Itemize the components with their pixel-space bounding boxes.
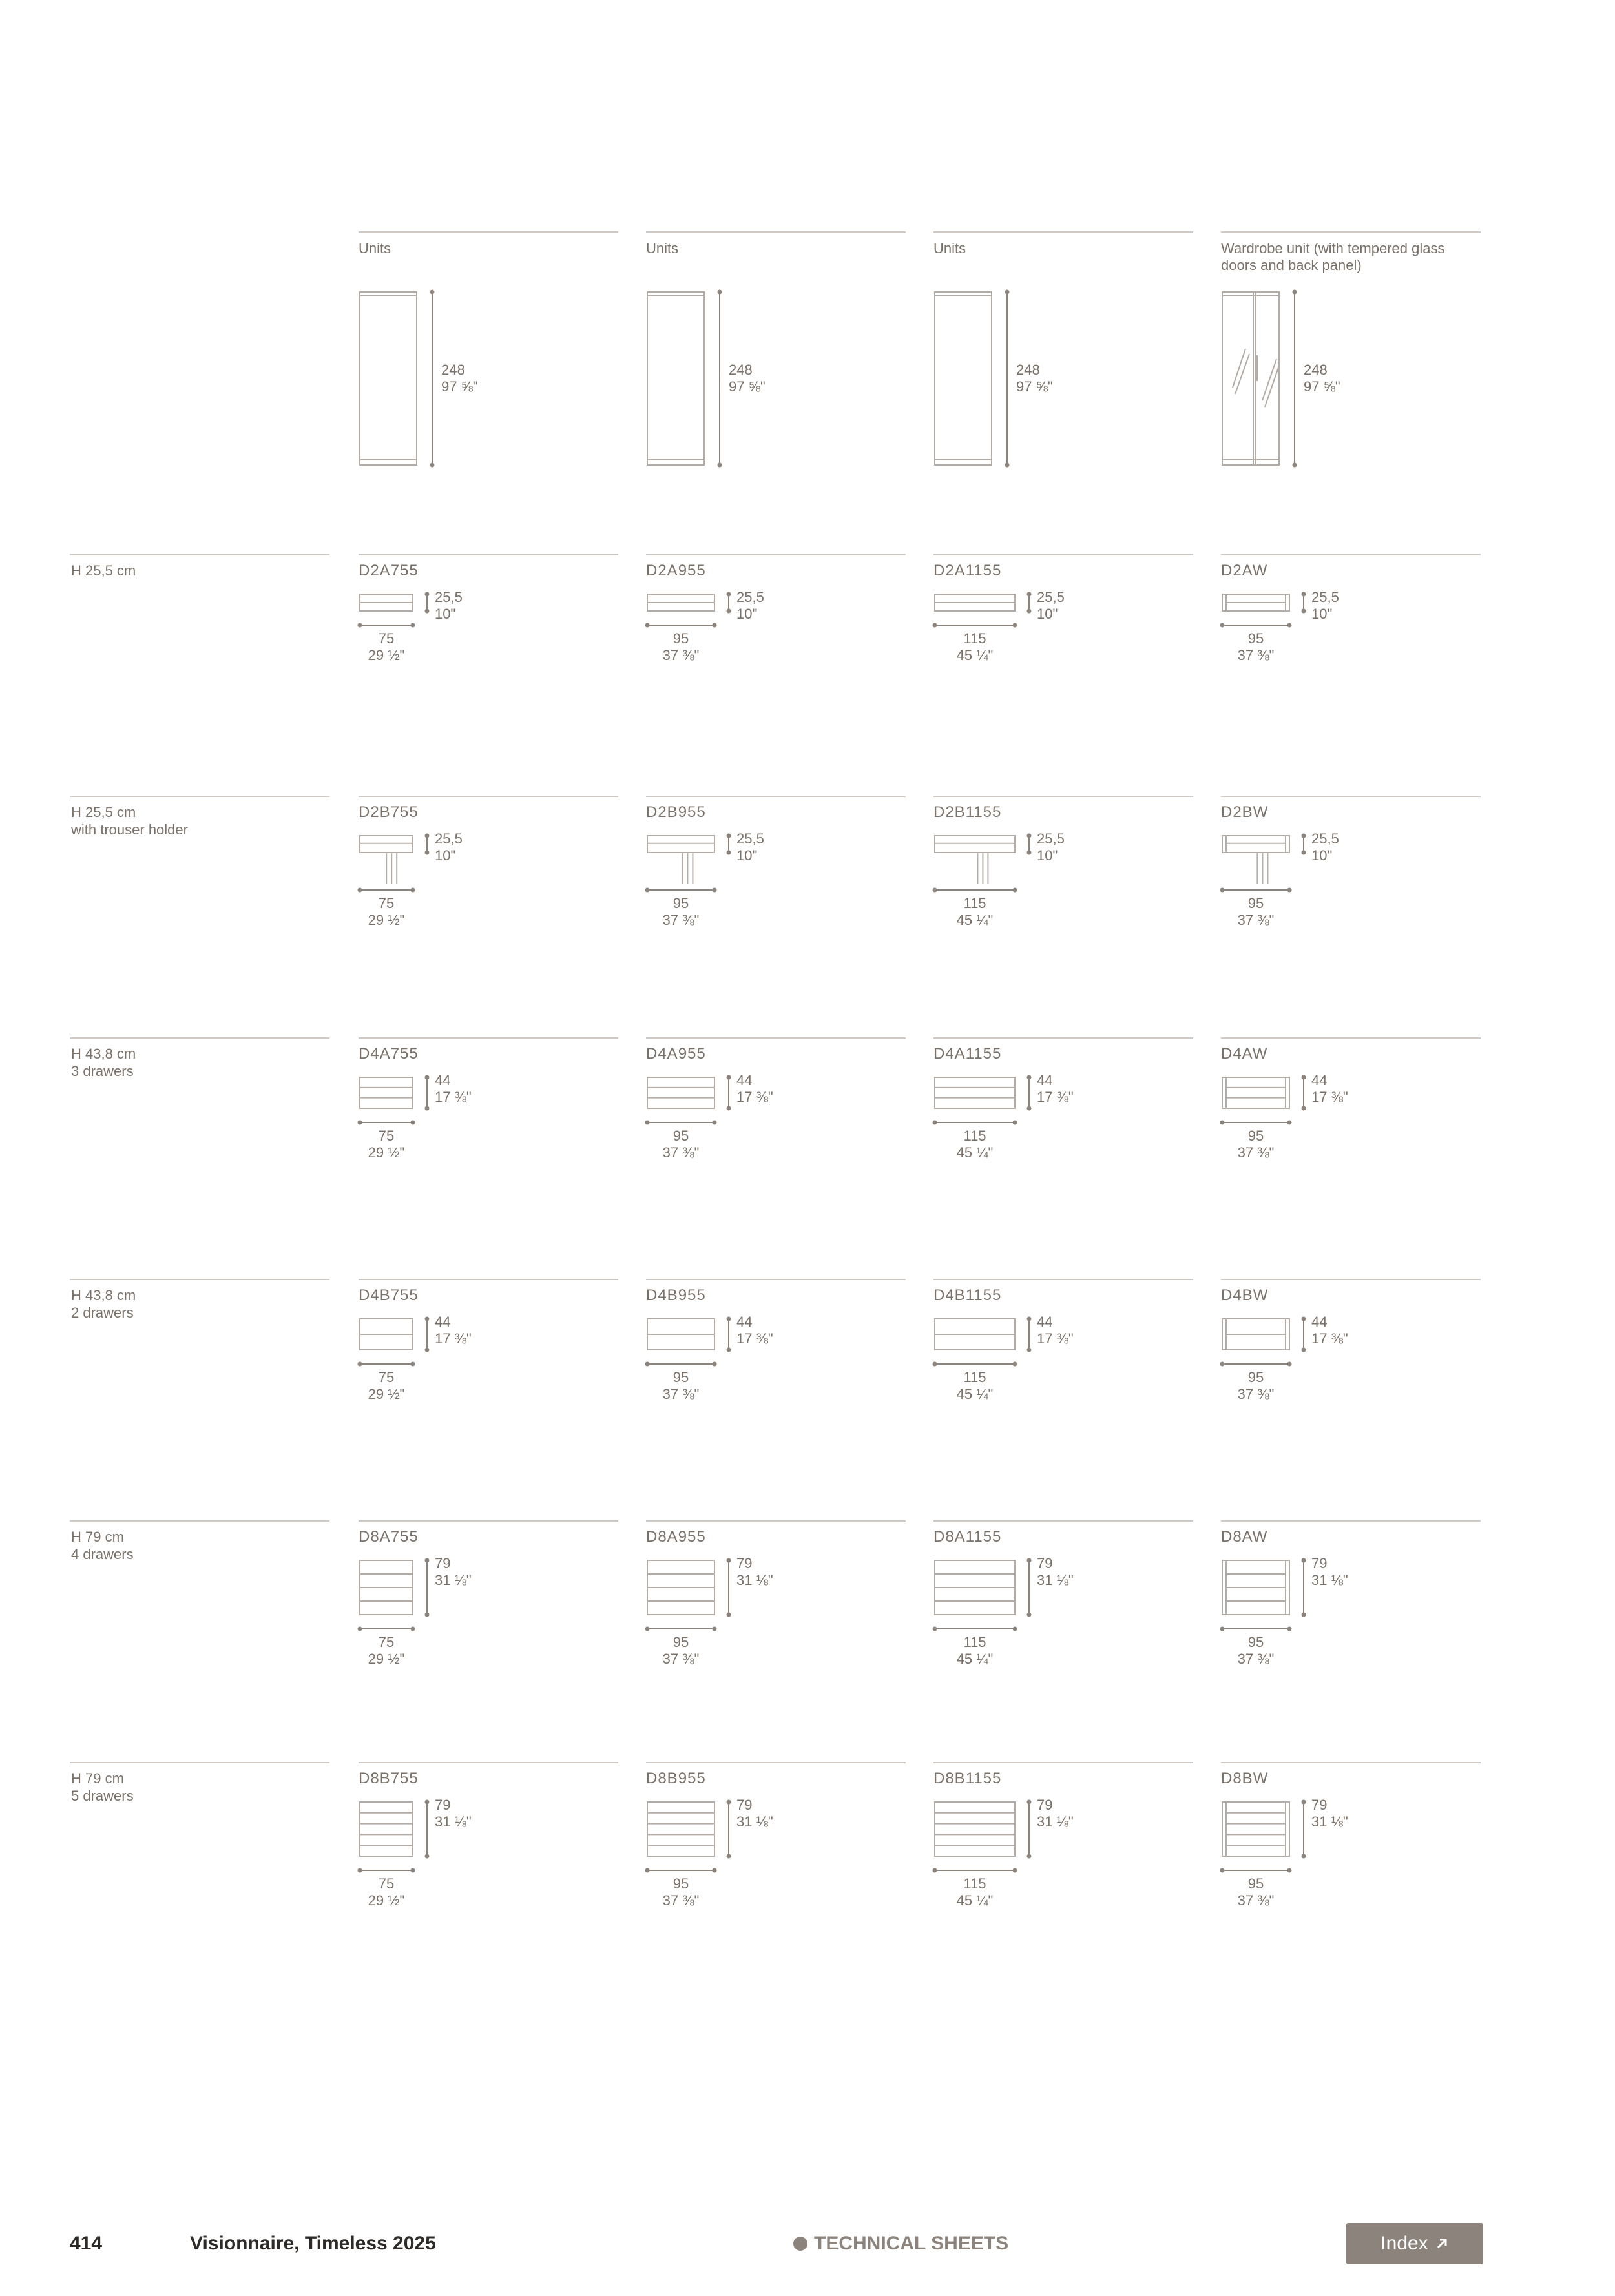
height-dimension-end-bottom — [425, 1106, 430, 1111]
item-width-cm: 95 — [672, 1876, 689, 1892]
bullet-dot-icon — [793, 2237, 808, 2251]
item-width-cm: 75 — [378, 630, 395, 646]
height-dimension-end-bottom — [727, 851, 731, 855]
width-dimension-end-right — [1013, 1121, 1017, 1125]
item-width-cm: 95 — [1247, 630, 1264, 646]
item-code: D8A955 — [646, 1528, 706, 1546]
width-dimension-end-left — [358, 1868, 362, 1873]
width-dimension-end-right — [1287, 623, 1292, 628]
width-dimension-end-right — [411, 1868, 415, 1873]
item-height-cm: 44 — [1037, 1314, 1053, 1330]
item-width-in: 37 ⅜" — [662, 1386, 700, 1402]
row-label-detail: with trouser holder — [71, 822, 188, 838]
width-dimension-end-right — [1013, 1362, 1017, 1367]
height-dimension-end-bottom — [1027, 1106, 1032, 1111]
item-height-cm: 44 — [736, 1314, 753, 1330]
height-dimension-end-top — [727, 1800, 731, 1805]
height-dimension-end-top — [1027, 592, 1032, 597]
item-code: D2A1155 — [933, 562, 1002, 579]
height-dimension-end-top — [425, 1075, 430, 1080]
height-dimension-end-top — [1027, 1558, 1032, 1563]
item-height-cm: 44 — [435, 1072, 451, 1088]
height-dimension-end-top — [1302, 834, 1306, 838]
height-dimension-end-top — [1302, 592, 1306, 597]
item-width-in: 45 ¼" — [956, 1892, 994, 1908]
item-height-in: 17 ⅜" — [736, 1330, 773, 1347]
item-height-in: 17 ⅜" — [1037, 1089, 1074, 1105]
item-height-in: 10" — [1311, 847, 1333, 864]
height-cm: 248 — [441, 362, 465, 378]
item-width-in: 29 ½" — [368, 912, 405, 928]
item-width-in: 37 ⅜" — [662, 1892, 700, 1908]
height-dimension-end-top — [727, 1075, 731, 1080]
item-code: D4A1155 — [933, 1045, 1002, 1062]
item-width-cm: 95 — [672, 630, 689, 646]
width-dimension-end-right — [713, 1362, 717, 1367]
item-width-in: 45 ¼" — [956, 1386, 994, 1402]
item-height-in: 31 ⅛" — [435, 1572, 472, 1588]
height-dimension-end-bottom — [727, 1106, 731, 1111]
item-width-in: 37 ⅜" — [662, 647, 700, 663]
item-width-in: 45 ¼" — [956, 1651, 994, 1667]
row-label-height: H 79 cm — [71, 1770, 124, 1786]
width-dimension-end-left — [358, 1362, 362, 1367]
width-dimension-end-right — [1287, 1121, 1292, 1125]
width-dimension-end-left — [933, 1868, 937, 1873]
height-dimension-end-top — [425, 834, 430, 838]
item-height-cm: 79 — [736, 1555, 753, 1571]
brand-title: Visionnaire, Timeless 2025 — [190, 2233, 436, 2254]
unit-front-outline — [360, 836, 413, 853]
unit-front-outline — [360, 1802, 413, 1856]
height-dimension-end-top — [425, 592, 430, 597]
item-width-in: 37 ⅜" — [662, 1651, 700, 1667]
item-width-in: 29 ½" — [368, 647, 405, 663]
item-height-in: 10" — [1037, 606, 1058, 622]
item-width-in: 37 ⅜" — [1237, 1144, 1275, 1161]
width-dimension-end-right — [1287, 1362, 1292, 1367]
width-dimension-end-right — [1287, 1627, 1292, 1631]
width-dimension-end-left — [645, 623, 650, 628]
item-width-cm: 95 — [1247, 1369, 1264, 1385]
index-button-label: Index — [1381, 2233, 1428, 2254]
width-dimension-end-right — [411, 888, 415, 893]
item-width-cm: 115 — [963, 630, 986, 646]
height-dimension-end-bottom — [727, 1854, 731, 1859]
height-cm: 248 — [729, 362, 753, 378]
item-height-in: 17 ⅜" — [435, 1330, 472, 1347]
width-dimension-end-right — [411, 623, 415, 628]
item-width-in: 37 ⅜" — [662, 1144, 700, 1161]
item-width-in: 45 ¼" — [956, 1144, 994, 1161]
height-dimension-end-bottom — [425, 1348, 430, 1352]
item-width-cm: 75 — [378, 1876, 395, 1892]
width-dimension-end-left — [645, 1868, 650, 1873]
unit-front-outline — [647, 1077, 714, 1108]
row-label-detail: 2 drawers — [71, 1305, 134, 1321]
height-dimension-end-top — [1005, 290, 1010, 295]
unit-title: Units — [646, 240, 679, 256]
height-dimension-end-top — [727, 1317, 731, 1321]
index-button[interactable] — [1346, 2223, 1483, 2264]
item-height-cm: 25,5 — [736, 589, 764, 605]
unit-front-outline — [360, 1077, 413, 1108]
height-dimension-end-top — [425, 1800, 430, 1805]
unit-front-outline — [935, 1077, 1015, 1108]
height-dimension-end-top — [1302, 1317, 1306, 1321]
width-dimension-end-right — [411, 1121, 415, 1125]
width-dimension-end-left — [933, 1362, 937, 1367]
width-dimension-end-left — [933, 1121, 937, 1125]
item-height-cm: 44 — [1311, 1072, 1328, 1088]
height-dimension-end-top — [1302, 1075, 1306, 1080]
unit-title: Wardrobe unit (with tempered glass doors and back panel) — [1221, 240, 1445, 273]
item-height-in: 17 ⅜" — [736, 1089, 773, 1105]
item-height-cm: 25,5 — [1311, 589, 1339, 605]
row-label-detail: 5 drawers — [71, 1788, 134, 1804]
item-width-cm: 115 — [963, 1876, 986, 1892]
unit-front-outline — [935, 836, 1015, 853]
item-height-in: 31 ⅛" — [736, 1572, 773, 1588]
height-in: 97 ⅝" — [1304, 378, 1340, 395]
item-width-cm: 115 — [963, 1369, 986, 1385]
item-code: D4BW — [1221, 1287, 1269, 1304]
width-dimension-end-left — [1220, 623, 1225, 628]
height-dimension-end-top — [1027, 1075, 1032, 1080]
item-code: D2B955 — [646, 803, 706, 821]
section-label — [793, 2233, 1008, 2255]
item-width-cm: 75 — [378, 1128, 395, 1144]
item-code: D8B755 — [359, 1770, 419, 1787]
width-dimension-end-left — [933, 888, 937, 893]
item-code: D8A755 — [359, 1528, 419, 1546]
item-code: D2AW — [1221, 562, 1268, 579]
item-width-in: 29 ½" — [368, 1386, 405, 1402]
item-code: D4B955 — [646, 1287, 706, 1304]
height-cm: 248 — [1304, 362, 1328, 378]
item-height-cm: 44 — [1311, 1314, 1328, 1330]
height-dimension-end-bottom — [1302, 1613, 1306, 1617]
item-height-in: 10" — [736, 606, 758, 622]
height-dimension-end-bottom — [425, 851, 430, 855]
width-dimension-end-left — [1220, 1868, 1225, 1873]
row-label-height: H 25,5 cm — [71, 804, 136, 820]
height-dimension-end-top — [1293, 290, 1297, 295]
item-height-cm: 44 — [435, 1314, 451, 1330]
height-dimension-end-top — [718, 290, 722, 295]
width-dimension-end-left — [645, 1362, 650, 1367]
item-width-in: 37 ⅜" — [662, 912, 700, 928]
tall-unit-outline — [360, 292, 417, 465]
item-code: D4A755 — [359, 1045, 419, 1062]
item-height-in: 31 ⅛" — [435, 1814, 472, 1830]
item-height-cm: 44 — [736, 1072, 753, 1088]
height-dimension-end-top — [430, 290, 435, 295]
height-dimension-end-top — [1302, 1800, 1306, 1805]
unit-title: Units — [359, 240, 391, 256]
section-label-text: TECHNICAL SHEETS — [814, 2233, 1009, 2254]
height-dimension-end-bottom — [727, 609, 731, 614]
item-width-cm: 95 — [672, 1369, 689, 1385]
item-code: D8A1155 — [933, 1528, 1002, 1546]
item-width-cm: 115 — [963, 1128, 986, 1144]
unit-front-outline — [1222, 1802, 1289, 1856]
item-code: D4B1155 — [933, 1287, 1002, 1304]
item-code: D2B755 — [359, 803, 419, 821]
width-dimension-end-right — [713, 1121, 717, 1125]
item-height-cm: 25,5 — [1311, 831, 1339, 847]
item-width-in: 37 ⅜" — [1237, 1386, 1275, 1402]
unit-front-outline — [1222, 1077, 1289, 1108]
item-width-in: 37 ⅜" — [1237, 1651, 1275, 1667]
item-code: D8AW — [1221, 1528, 1268, 1546]
item-height-in: 31 ⅛" — [1037, 1572, 1074, 1588]
row-label-height: H 79 cm — [71, 1529, 124, 1545]
item-code: D8BW — [1221, 1770, 1269, 1787]
item-width-cm: 95 — [672, 1128, 689, 1144]
tall-unit-outline — [935, 292, 992, 465]
item-width-cm: 95 — [1247, 895, 1264, 911]
item-code: D2A955 — [646, 562, 706, 579]
item-height-in: 10" — [435, 606, 456, 622]
item-width-cm: 75 — [378, 1634, 395, 1650]
height-dimension-end-bottom — [425, 1613, 430, 1617]
height-in: 97 ⅝" — [729, 378, 766, 395]
item-height-in: 17 ⅜" — [1311, 1089, 1348, 1105]
row-label-height: H 25,5 cm — [71, 563, 136, 579]
height-dimension-end-bottom — [1302, 1348, 1306, 1352]
height-dimension-end-top — [1027, 834, 1032, 838]
height-dimension-end-top — [727, 834, 731, 838]
item-width-cm: 95 — [1247, 1128, 1264, 1144]
item-height-cm: 79 — [736, 1797, 753, 1813]
width-dimension-end-left — [358, 888, 362, 893]
height-dimension-end-bottom — [1293, 463, 1297, 468]
item-height-in: 10" — [1311, 606, 1333, 622]
item-height-in: 31 ⅛" — [1311, 1572, 1348, 1588]
item-width-cm: 115 — [963, 895, 986, 911]
width-dimension-end-right — [411, 1627, 415, 1631]
row-label-detail: 4 drawers — [71, 1546, 134, 1562]
item-height-cm: 79 — [1311, 1797, 1328, 1813]
item-height-cm: 79 — [1311, 1555, 1328, 1571]
height-dimension-end-bottom — [1027, 1854, 1032, 1859]
height-cm: 248 — [1016, 362, 1040, 378]
item-height-in: 10" — [736, 847, 758, 864]
height-dimension-end-top — [1027, 1317, 1032, 1321]
item-code: D4AW — [1221, 1045, 1268, 1062]
item-height-in: 31 ⅛" — [1037, 1814, 1074, 1830]
height-dimension-end-bottom — [1027, 1348, 1032, 1352]
width-dimension-end-left — [1220, 1121, 1225, 1125]
height-dimension-end-bottom — [430, 463, 435, 468]
width-dimension-end-right — [713, 623, 717, 628]
width-dimension-end-left — [645, 1121, 650, 1125]
height-in: 97 ⅝" — [441, 378, 478, 395]
width-dimension-end-right — [1013, 1868, 1017, 1873]
width-dimension-end-right — [1013, 888, 1017, 893]
width-dimension-end-left — [358, 623, 362, 628]
height-dimension-end-bottom — [1027, 609, 1032, 614]
height-dimension-end-bottom — [425, 1854, 430, 1859]
height-dimension-end-bottom — [425, 609, 430, 614]
unit-front-outline — [647, 836, 714, 853]
item-width-in: 29 ½" — [368, 1144, 405, 1161]
width-dimension-end-right — [1013, 623, 1017, 628]
item-height-in: 17 ⅜" — [1037, 1330, 1074, 1347]
height-dimension-end-top — [727, 1558, 731, 1563]
row-label-detail: 3 drawers — [71, 1063, 134, 1079]
height-dimension-end-bottom — [727, 1613, 731, 1617]
item-width-in: 45 ¼" — [956, 912, 994, 928]
item-code: D2B1155 — [933, 803, 1002, 821]
height-dimension-end-bottom — [718, 463, 722, 468]
item-width-in: 29 ½" — [368, 1651, 405, 1667]
item-width-in: 37 ⅜" — [1237, 912, 1275, 928]
item-width-cm: 115 — [963, 1634, 986, 1650]
width-dimension-end-left — [1220, 1627, 1225, 1631]
item-height-cm: 79 — [435, 1555, 451, 1571]
item-height-in: 17 ⅜" — [1311, 1330, 1348, 1347]
item-width-cm: 75 — [378, 895, 395, 911]
item-height-cm: 25,5 — [1037, 831, 1065, 847]
item-height-in: 10" — [1037, 847, 1058, 864]
item-width-cm: 95 — [1247, 1634, 1264, 1650]
width-dimension-end-left — [358, 1121, 362, 1125]
item-code: D2A755 — [359, 562, 419, 579]
item-height-cm: 79 — [1037, 1555, 1053, 1571]
item-height-cm: 25,5 — [1037, 589, 1065, 605]
item-height-in: 31 ⅛" — [1311, 1814, 1348, 1830]
item-width-cm: 95 — [672, 1634, 689, 1650]
height-in: 97 ⅝" — [1016, 378, 1053, 395]
item-height-cm: 25,5 — [435, 831, 463, 847]
item-width-in: 37 ⅜" — [1237, 1892, 1275, 1908]
item-height-in: 10" — [435, 847, 456, 864]
item-height-in: 17 ⅜" — [435, 1089, 472, 1105]
width-dimension-end-right — [1013, 1627, 1017, 1631]
height-dimension-end-top — [727, 592, 731, 597]
item-width-cm: 75 — [378, 1369, 395, 1385]
tall-unit-outline — [647, 292, 704, 465]
height-dimension-end-top — [1027, 1800, 1032, 1805]
item-width-in: 29 ½" — [368, 1892, 405, 1908]
item-width-in: 45 ¼" — [956, 647, 994, 663]
item-height-cm: 25,5 — [435, 589, 463, 605]
height-dimension-end-bottom — [727, 1348, 731, 1352]
width-dimension-end-left — [358, 1627, 362, 1631]
item-height-cm: 79 — [1037, 1797, 1053, 1813]
item-width-cm: 95 — [1247, 1876, 1264, 1892]
height-dimension-end-top — [425, 1317, 430, 1321]
item-code: D8B955 — [646, 1770, 706, 1787]
height-dimension-end-bottom — [1302, 1854, 1306, 1859]
arrow-up-right-icon — [1435, 2237, 1449, 2251]
height-dimension-end-bottom — [1027, 851, 1032, 855]
width-dimension-end-left — [1220, 1362, 1225, 1367]
row-label-height: H 43,8 cm — [71, 1287, 136, 1303]
height-dimension-end-bottom — [1005, 463, 1010, 468]
row-label-height: H 43,8 cm — [71, 1046, 136, 1062]
item-height-in: 31 ⅛" — [736, 1814, 773, 1830]
width-dimension-end-right — [411, 1362, 415, 1367]
item-height-cm: 44 — [1037, 1072, 1053, 1088]
width-dimension-end-right — [713, 1868, 717, 1873]
width-dimension-end-left — [645, 888, 650, 893]
item-code: D4A955 — [646, 1045, 706, 1062]
item-height-cm: 25,5 — [736, 831, 764, 847]
height-dimension-end-bottom — [1302, 1106, 1306, 1111]
unit-front-outline — [647, 1802, 714, 1856]
item-width-cm: 95 — [672, 895, 689, 911]
width-dimension-end-left — [645, 1627, 650, 1631]
item-code: D2BW — [1221, 803, 1269, 821]
height-dimension-end-top — [425, 1558, 430, 1563]
tall-unit-outline — [1222, 292, 1279, 465]
unit-front-outline — [1222, 836, 1289, 853]
width-dimension-end-right — [1287, 888, 1292, 893]
height-dimension-end-bottom — [1302, 851, 1306, 855]
item-code: D4B755 — [359, 1287, 419, 1304]
width-dimension-end-right — [1287, 1868, 1292, 1873]
width-dimension-end-right — [713, 888, 717, 893]
height-dimension-end-top — [1302, 1558, 1306, 1563]
width-dimension-end-left — [1220, 888, 1225, 893]
item-code: D8B1155 — [933, 1770, 1002, 1787]
unit-front-outline — [935, 1802, 1015, 1856]
height-dimension-end-bottom — [1302, 609, 1306, 614]
width-dimension-end-left — [933, 623, 937, 628]
item-height-cm: 79 — [435, 1797, 451, 1813]
height-dimension-end-bottom — [1027, 1613, 1032, 1617]
item-width-in: 37 ⅜" — [1237, 647, 1275, 663]
unit-title: Units — [933, 240, 966, 256]
page-number: 414 — [70, 2233, 103, 2254]
width-dimension-end-left — [933, 1627, 937, 1631]
width-dimension-end-right — [713, 1627, 717, 1631]
